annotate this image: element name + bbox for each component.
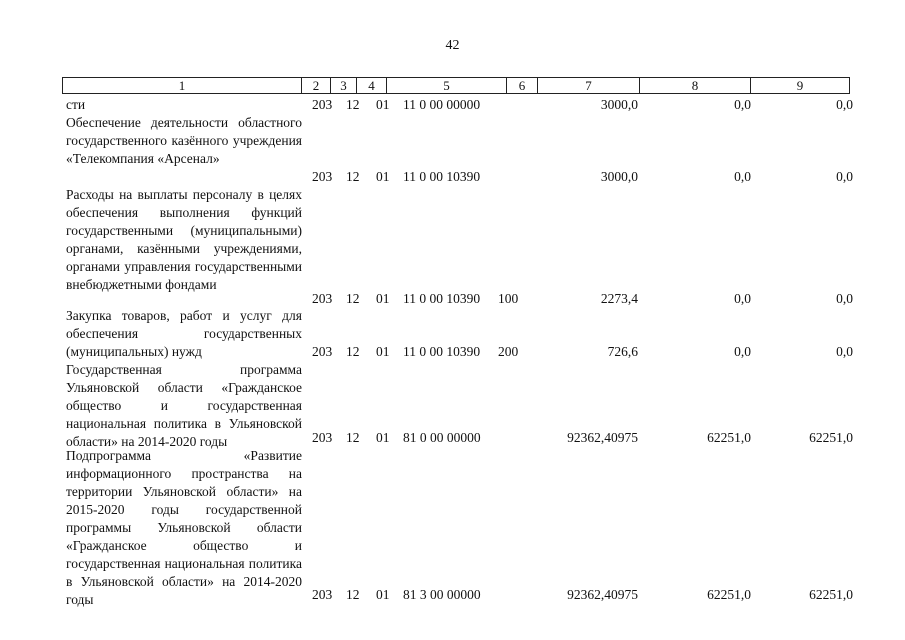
- row-cell: 62251,0: [809, 587, 853, 602]
- row-cell: 11 0 00 10390: [403, 344, 481, 359]
- column-header-9: 9: [796, 78, 804, 93]
- row-cell: 0,0: [836, 291, 853, 306]
- row-cell: 12: [346, 97, 360, 112]
- row-cell: 92362,40975: [567, 430, 638, 445]
- row-cell: 62251,0: [707, 430, 751, 445]
- column-header-1: 1: [63, 78, 302, 93]
- table-row-name: Расходы на выплаты персоналу в целях обеспечения выполнения функций государственными (муниципальными) органами, казёнными учреждениями, органами управления государственными внебюджетными фондами: [66, 187, 302, 292]
- row-cell: 203: [312, 169, 333, 184]
- row-cell: 11 0 00 00000: [403, 97, 481, 112]
- column-header-8: 8: [640, 78, 751, 93]
- row-cell: 62251,0: [707, 587, 751, 602]
- row-cell: 3000,0: [600, 97, 638, 112]
- row-cell: 2273,4: [600, 291, 638, 306]
- row-cell: 01: [376, 97, 390, 112]
- table-header: [62, 77, 850, 94]
- table-row-name: Обеспечение деятельности областного государственного казённого учреждения «Телекомпания «Арсенал»: [66, 115, 302, 166]
- column-header-6: 6: [507, 78, 538, 93]
- row-cell: 0,0: [734, 344, 751, 359]
- column-header-7: 7: [538, 78, 640, 93]
- row-cell: 01: [376, 169, 390, 184]
- row-cell: 203: [312, 587, 333, 602]
- row-cell: 11 0 00 10390: [403, 291, 481, 306]
- row-cell: 0,0: [836, 344, 853, 359]
- row-cell: 0,0: [734, 97, 751, 112]
- row-cell: 100: [498, 291, 519, 306]
- row-cell: 203: [312, 97, 333, 112]
- row-cell: 12: [346, 291, 360, 306]
- row-cell: 12: [346, 344, 360, 359]
- row-cell: 01: [376, 344, 390, 359]
- row-cell: 62251,0: [809, 430, 853, 445]
- row-cell: 3000,0: [600, 169, 638, 184]
- row-cell: 200: [498, 344, 519, 359]
- row-cell: 0,0: [836, 97, 853, 112]
- column-header-3: 3: [331, 78, 357, 93]
- column-header-2: 2: [302, 78, 331, 93]
- table-row-name: Подпрограмма «Развитие информационного пространства на территории Ульяновской области» на 2015-2020 годы государственной программы Ульяновской области «Гражданское общество и государственная национальная политика в Ульяновской области» на 2014-2020 годы: [66, 448, 302, 607]
- row-cell: 0,0: [734, 291, 751, 306]
- row-cell: 203: [312, 430, 333, 445]
- row-cell: 0,0: [734, 169, 751, 184]
- row-cell: 81 3 00 00000: [403, 587, 481, 602]
- row-cell: 0,0: [836, 169, 853, 184]
- row-cell: 203: [312, 344, 333, 359]
- row-cell: 11 0 00 10390: [403, 169, 481, 184]
- row-cell: 01: [376, 430, 390, 445]
- row-cell: 92362,40975: [567, 587, 638, 602]
- table-row-name: Государственная программа Ульяновской области «Гражданское общество и государственная национальная политика в Ульяновской области» на 2014-2020 годы: [66, 362, 302, 449]
- row-cell: 12: [346, 587, 360, 602]
- column-header-5: 5: [387, 78, 507, 93]
- page-number: 42: [445, 38, 460, 53]
- row-cell: 12: [346, 430, 360, 445]
- row-cell: 203: [312, 291, 333, 306]
- row-cell: 01: [376, 587, 390, 602]
- table-row-name: сти: [66, 97, 86, 112]
- row-cell: 726,6: [607, 344, 638, 359]
- row-cell: 12: [346, 169, 360, 184]
- row-cell: 81 0 00 00000: [403, 430, 481, 445]
- table-row-name: Закупка товаров, работ и услуг для обеспечения государственных (муниципальных) нужд: [66, 308, 302, 359]
- row-cell: 01: [376, 291, 390, 306]
- column-header-4: 4: [357, 78, 387, 93]
